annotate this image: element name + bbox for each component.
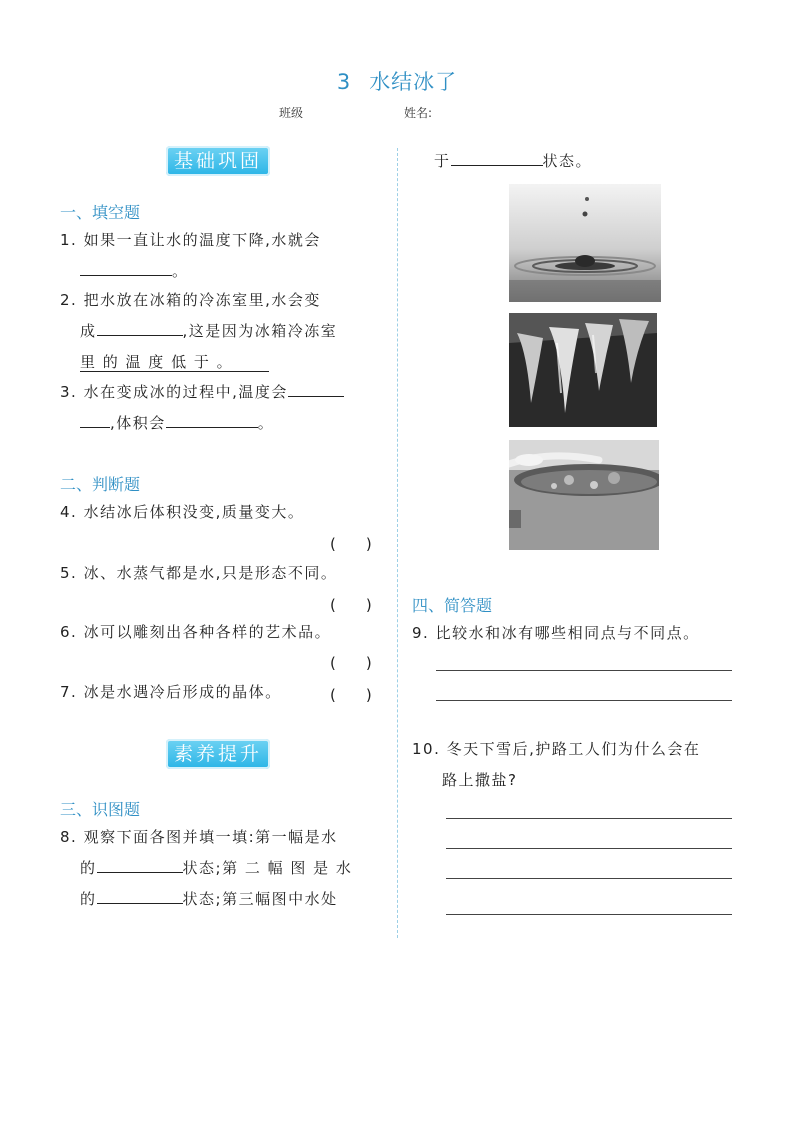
answer-line[interactable]: [436, 670, 732, 671]
question-8: [60, 822, 352, 915]
question-3: [60, 377, 344, 439]
question-10-text-b: 路上撒盐?: [442, 771, 518, 789]
name-label: 姓名:: [404, 106, 433, 120]
answer-paren-4[interactable]: ( ): [330, 535, 372, 553]
question-1: [60, 225, 321, 287]
question-7: 7. 冰是水遇冷后形成的晶体。: [60, 683, 282, 701]
question-8-text-d2: 状态。: [542, 152, 593, 170]
answer-paren-6[interactable]: ( ): [330, 654, 372, 672]
answer-blank[interactable]: [97, 854, 183, 873]
question-10-text: 10. 冬天下雪后,护路工人们为什么会在: [412, 740, 701, 758]
question-9: 9. 比较水和冰有哪些相同点与不同点。: [412, 624, 700, 642]
question-8-text-b1: 的: [80, 859, 97, 877]
water-droplet-image: [509, 184, 661, 302]
boiling-pot-image: [509, 440, 659, 550]
section-short: 四、简答题: [412, 596, 493, 615]
answer-paren-7[interactable]: ( ): [330, 686, 372, 704]
answer-line[interactable]: [446, 818, 732, 819]
section-judge: 二、判断题: [60, 475, 141, 494]
section-fill: 一、填空题: [60, 203, 141, 222]
answer-blank[interactable]: [166, 409, 258, 428]
answer-blank[interactable]: [97, 885, 183, 904]
section-picture: 三、识图题: [60, 800, 141, 819]
class-label: 班级: [279, 106, 304, 120]
lesson-number: 3: [336, 70, 352, 94]
question-4: 4. 水结冰后体积没变,质量变大。: [60, 503, 305, 521]
question-8-text-d1: 于: [434, 152, 451, 170]
question-1-text: 1. 如果一直让水的温度下降,水就会: [60, 231, 321, 249]
answer-blank[interactable]: [80, 409, 110, 428]
column-divider: [397, 148, 398, 938]
icicles-image: [509, 313, 657, 427]
answer-line[interactable]: [446, 878, 732, 879]
question-6: 6. 冰可以雕刻出各种各样的艺术品。: [60, 623, 332, 641]
answer-line[interactable]: [446, 914, 732, 915]
question-3-end: 。: [257, 414, 275, 432]
badge-basic: 基础巩固: [166, 146, 270, 176]
question-2-text-c: ,这是因为冰箱冷冻室: [182, 322, 338, 340]
question-10: [412, 734, 700, 796]
question-5: 5. 冰、水蒸气都是水,只是形态不同。: [60, 564, 338, 582]
answer-blank[interactable]: [451, 147, 543, 166]
question-2-text-b: 成: [80, 322, 97, 340]
question-8-text-b2: 状态;第 二 幅 图 是 水: [182, 859, 353, 877]
answer-blank[interactable]: [288, 378, 344, 397]
question-3-text: 3. 水在变成冰的过程中,温度会: [60, 383, 288, 401]
answer-paren-5[interactable]: ( ): [330, 596, 372, 614]
lesson-title: 水结冰了: [369, 70, 458, 94]
answer-blank[interactable]: [97, 317, 183, 336]
question-2-text: 2. 把水放在冰箱的冷冻室里,水会变: [60, 291, 321, 309]
answer-blank[interactable]: [80, 257, 172, 276]
badge-advanced: 素养提升: [166, 739, 270, 769]
page-title: [0, 66, 794, 96]
question-1-end: 。: [172, 262, 189, 280]
question-8-text: 8. 观察下面各图并填一填:第一幅是水: [60, 828, 338, 846]
question-8-continued: [434, 146, 592, 177]
question-8-text-c2: 状态;第三幅图中水处: [182, 890, 338, 908]
answer-line[interactable]: [436, 700, 732, 701]
question-3-text-b: ,体积会: [110, 414, 166, 432]
question-2: [60, 285, 337, 378]
question-8-text-c1: 的: [80, 890, 97, 908]
question-2-text-d: 里 的 温 度 低 于 。: [80, 353, 269, 372]
answer-line[interactable]: [446, 848, 732, 849]
